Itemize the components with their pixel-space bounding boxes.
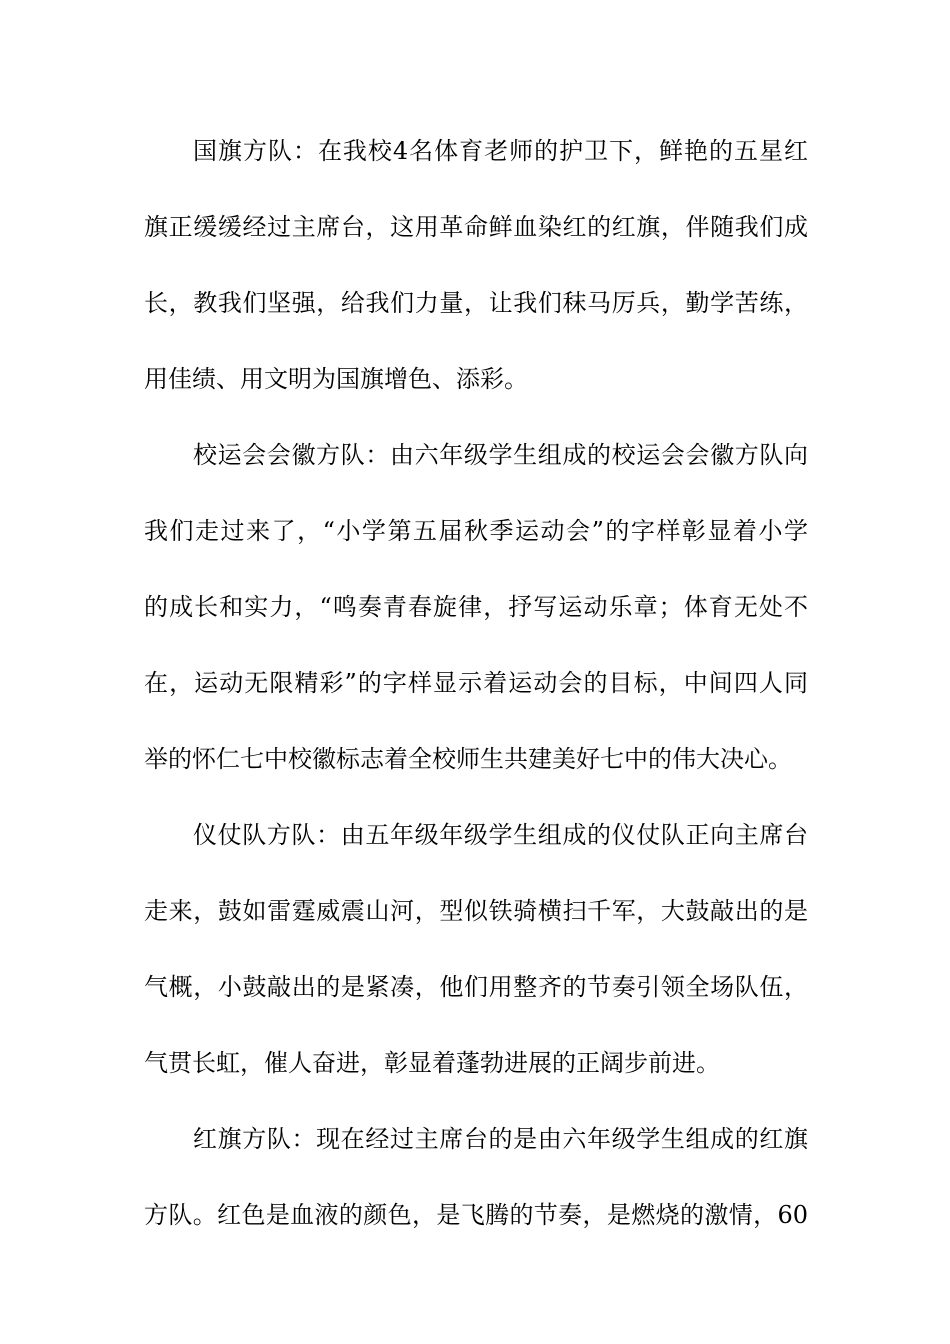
document-body (144, 128, 808, 1268)
text-line-12: 气概，小鼓敲出的是紧凑，他们用整齐的节奏引领全场队伍， (144, 973, 808, 1001)
text-line-13: 气贯长虹，催人奋进，彰显着蓬勃进展的正阔步前进。 (144, 1049, 720, 1077)
text-line-8: 在，运动无限精彩”的字样显示着运动会的目标，中间四人同 (144, 669, 808, 697)
text-line-7: 的成长和实力，“鸣奏青春旋律，抒写运动乐章；体育无处不 (144, 593, 808, 621)
text-line-14: 红旗方队：现在经过主席台的是由六年级学生组成的红旗 (193, 1125, 808, 1153)
text-line-2: 旗正缓缓经过主席台，这用革命鲜血染红的红旗，伴随我们成 (144, 213, 808, 241)
text-line-15: 方队。红色是血液的颜色，是飞腾的节奏，是燃烧的激情，60 (144, 1201, 808, 1229)
text-line-9: 举的怀仁七中校徽标志着全校师生共建美好七中的伟大决心。 (144, 745, 792, 773)
text-line-5: 校运会会徽方队：由六年级学生组成的校运会会徽方队向 (193, 441, 808, 469)
text-line-3: 长，教我们坚强，给我们力量，让我们秣马厉兵，勤学苦练， (144, 289, 808, 317)
text-line-1: 国旗方队：在我校4名体育老师的护卫下，鲜艳的五星红 (193, 137, 808, 165)
text-line-10: 仪仗队方队：由五年级年级学生组成的仪仗队正向主席台 (193, 821, 808, 849)
text-line-4: 用佳绩、用文明为国旗增色、添彩。 (144, 365, 528, 393)
text-line-6: 我们走过来了，“小学第五届秋季运动会”的字样彰显着小学 (144, 517, 808, 545)
text-line-11: 走来，鼓如雷霆威震山河，型似铁骑横扫千军，大鼓敲出的是 (144, 897, 808, 925)
